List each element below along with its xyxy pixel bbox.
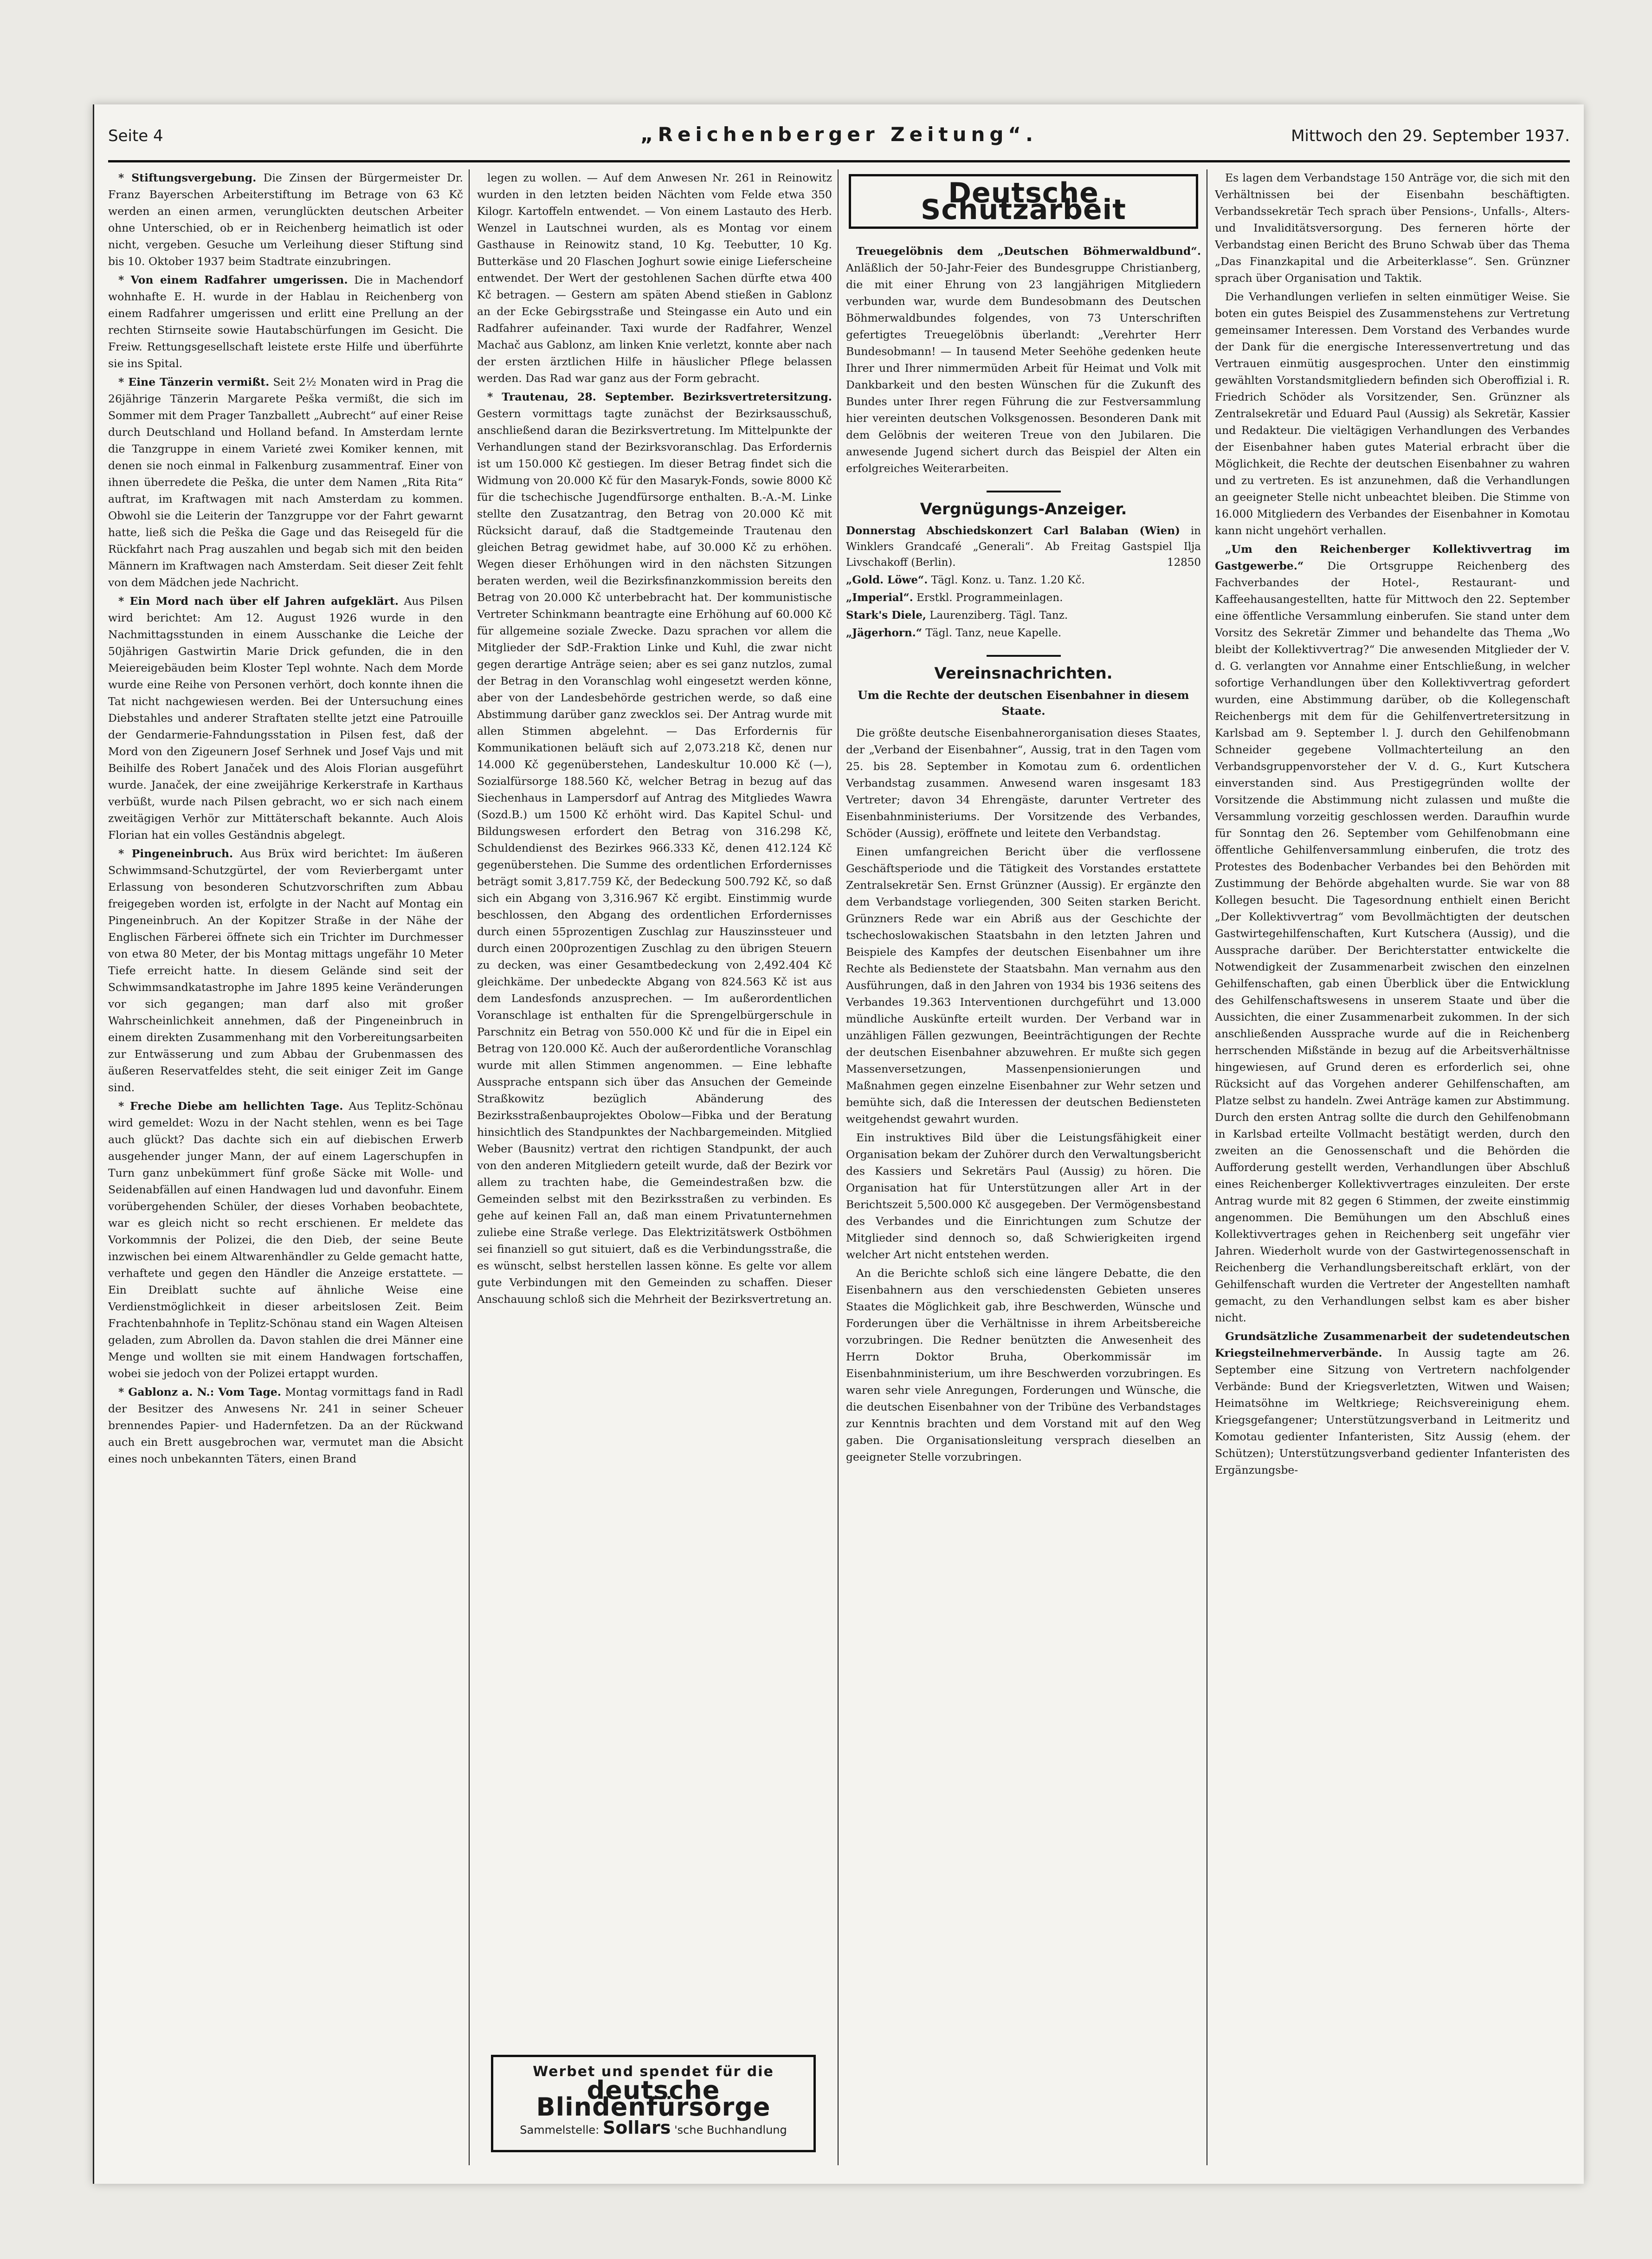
issue-date: Mittwoch den 29. September 1937.: [1291, 127, 1570, 145]
entertainment-ad: [846, 590, 1201, 606]
column-divider: [838, 169, 839, 2165]
column-4: [1215, 169, 1570, 2165]
article-paragraph: [477, 388, 832, 1308]
article-text: An die Berichte schloß sich eine längere Debatte, die den Eisenbahnern aus den verschiedensten Gebieten unseres Staates die Möglichkeit gab, ihre Beschwerden, Wünsche und Forderungen über die Verhältnisse in ihrem Arbeitsbereiche vorzubringen. Die Redner benützten die Anwesenheit des Herrn Doktor Bruha, Oberkommissär im Eisenbahnministerium, um ihre Beschwerden vorzubringen. Es waren sehr viele Anregungen, Forderungen und Wünsche, die die deutschen Eisenbahner von der Tribüne des Verbandstages zur Kenntnis brachten und dem Vorstand mit auf den Weg gaben. Die Organisationsleitung versprach dieselben an geeigneter Stelle vorzubringen.: [846, 1267, 1201, 1463]
advertisement-blindenfuersorge: [491, 2055, 816, 2152]
article-paragraph: [477, 169, 832, 387]
masthead: [108, 118, 1570, 162]
article-text: Montag vormittags fand in Radl der Besitzer des Anwesens Nr. 241 in seiner Scheuer brennendes Papier- und Hadernfetzen. Da an der Rückwand auch ein Brett ausgebrochen war, vermutet man die Absicht eines noch unbekannten Täters, einen Brand: [108, 1385, 463, 1465]
entertainment-ad: [846, 572, 1201, 588]
article-headline: Grundsätzliche Zusammenarbeit der sudetendeutschen Kriegsteilnehmerverbände.: [1215, 1330, 1570, 1359]
ad-text: Tägl. Tanz, neue Kapelle.: [925, 627, 1062, 639]
column-divider: [469, 169, 470, 2165]
article-text: Aus Brüx wird berichtet: Im äußeren Schwimmsand-Schutzgürtel, der vom Revierbergamt unter Erlassung von besonderen Schutzvorschriften zum Abbau freigegeben worden ist, erfolgte in der Nacht auf Montag ein Pingeneinbruch. An der Kopitzer Straße in der Nähe der Englischen Färberei öffnete sich ein Trichter im Durchmesser von etwa 80 Meter, der bis Montag mittags ungefähr 10 Meter Tiefe erreicht hatte. In diesem Gelände sind seit der Schwimmsandkatastrophe im Jahre 1895 keine Veränderungen vor sich gegangen; man darf also mit großer Wahrscheinlichkeit annehmen, daß der Pingeneinbruch in einem direkten Zusammenhang mit den Vorbereitungsarbeiten zur Entwässerung und zum Abbau der Grubenmassen des äußeren Reservatfeldes steht, die seit einiger Zeit im Gange sind.: [108, 847, 463, 1094]
article-paragraph: [1215, 288, 1570, 539]
article-headline: * Von einem Radfahrer umgerissen.: [118, 273, 348, 286]
article-headline: * Trautenau, 28. September. Bezirksvertretersitzung.: [487, 390, 832, 403]
column-3: [846, 169, 1201, 2165]
entertainment-ads: [846, 523, 1201, 641]
article-paragraph: [108, 845, 463, 1096]
article-text: Aus Teplitz-Schönau wird gemeldet: Wozu in der Nacht stehlen, wenn es bei Tage auch glückt? Das dachte sich ein auf diebischen Erwerb ausgehender junger Mann, der auf einem Lagerschupfen in Turn ganz unbekümmert fünf große Säcke mit Wolle- und Seidenabfällen auf einen Handwagen lud und davonfuhr. Einem vorübergehenden Schüler, der dieses Vorhaben beobachtete, war es gleich nicht so recht erschienen. Er meldete das Vorkommnis der Polizei, die den Dieb, der seine Beute inzwischen bei einem Altwarenhändler zu Gelde gemacht hatte, verhaftete und gegen den Händler die Anzeige erstattete. — Ein Dreiblatt suchte auf ähnliche Weise eine Verdienstmöglichkeit in dieser arbeitslosen Zeit. Beim Frachtenbahnhofe in Teplitz-Schönau stand ein Wagen Alteisen geladen, zum Abrollen da. Davon stahlen die drei Männer eine Menge und wollten sie mit einem Handwagen fortschaffen, wobei sie jedoch von der Polizei ertappt wurden.: [108, 1100, 463, 1380]
entertainment-ad: [846, 523, 1201, 570]
article-text: Die in Machendorf wohnhafte E. H. wurde in der Hablau in Reichenberg von einem Radfahrer umgerissen und erlitt eine Prellung an der rechten Stirnseite sowie Hautabschürfungen im Gesicht. Die Freiw. Rettungsgesellschaft leistete erste Hilfe und überführte sie ins Spital.: [108, 273, 463, 370]
article-text: Ein instruktives Bild über die Leistungsfähigkeit einer Organisation bekam der Zuhörer durch den Verwaltungsbericht des Kassiers und Sekretärs Paul (Aussig) zu hören. Die Organisation hat für Unterstützungen aller Art in der Berichtszeit 5,500.000 Kč ausgegeben. Der Vermögensbestand des Verbandes und die Einrichtungen zum Schutze der Mitglieder sind dennoch so, daß Schwierigkeiten irgend welcher Art nicht entstehen werden.: [846, 1131, 1201, 1261]
ads-heading: Vergnügungs-Anzeiger.: [920, 500, 1127, 518]
column-2: [477, 169, 832, 2165]
article-paragraph: [108, 1098, 463, 1382]
ad-slogan: Werbet und spendet für die: [533, 2064, 774, 2080]
article-text: Seit 2½ Monaten wird in Prag die 26jährige Tänzerin Margarete Peška vermißt, die sich im Sommer mit dem Prager Tanzballett „Aubrecht“ auf einer Reise durch Deutschland und Holland befand. In Amsterdam lernte die Tanzgruppe in einem Varieté zwei Komiker kennen, mit denen sie noch einmal in Falkenburg zusammentraf. Einer von ihnen überredete die Peška, die unter dem Namen „Rita Rita“ auftrat, im Kraftwagen mit nach Amsterdam zu kommen. Obwohl sie die Leiterin der Tanzgruppe vor der Fahrt gewarnt hatte, ließ sich die Peška die Gage und das Reisegeld für die Rückfahrt nach Prag auszahlen und begab sich mit den beiden Männern im Kraftwagen nach Amsterdam. Seit dieser Zeit fehlt von dem Mädchen jede Nachricht.: [108, 375, 463, 589]
column-2-text: [477, 169, 832, 1308]
entertainment-ad: [846, 625, 1201, 641]
newspaper-page: [93, 104, 1584, 2184]
article-paragraph: [1215, 169, 1570, 286]
article-text: Gestern vormittags tagte zunächst der Bezirksausschuß, anschließend daran die Bezirksvertretung. Im Mittelpunkte der Verhandlungen stand der Bezirksvoranschlag. Das Erfordernis ist um 150.000 Kč gestiegen. Im dieser Betrag findet sich die Widmung von 20.000 Kč für den Masaryk-Fonds, sowie 8000 Kč für die tschechische Jugendfürsorge enthalten. B.-A.-M. Linke stellte den Zusatzantrag, den Betrag von 20.000 Kč mit Rücksicht darauf, daß die Stadtgemeinde Trautenau den gleichen Betrag gewidmet habe, auf 30.000 Kč zu erhöhen. Wegen dieser Erhöhungen wird in den nächsten Sitzungen beraten werden, weil die Bezirksfinanzkommission bereits den Betrag von 20.000 Kč unterbebracht hat. Der kommunistische Vertreter Schinkmann beantragte eine Erhöhung auf 60.000 Kč für allgemeine soziale Zwecke. Dazu sprachen vor allem die Mitglieder der SdP.-Fraktion Linke und Kuhl, die zwar nicht gegen derartige Anträge seien; aber es sei ganz nutzlos, zumal der Betrag in den Voranschlag wohl eingesetzt werden könne, aber von der Landesbehörde gestrichen werde, so daß eine Abstimmung darüber ganz zwecklos sei. Der Antrag wurde mit allen Stimmen abgelehnt. — Das Erfordernis für Kommunikationen beläuft sich auf 2,073.218 Kč, denen nur 14.000 Kč gegenüberstehen, Landeskultur 10.000 Kč (—), Sozialfürsorge 188.560 Kč, welcher Betrag in bezug auf das Siechenhaus in Lampersdorf auf Antrag des Mitgliedes Wawra (Sozd.B.) um 1500 Kč erhöht wird. Das Kapitel Schul- und Bildungswesen erfordert den Betrag von 316.298 Kč, Schuldendienst des Bezirkes 966.333 Kč, denen 412.124 Kč gegenüberstehen. Die Summe des ordentlichen Erfordernisses beträgt somit 3,817.759 Kč, der Bedeckung 500.792 Kč, so daß sich ein Abgang von 3,316.967 Kč ergibt. Einstimmig wurde beschlossen, den Abgang des ordentlichen Erfordernisses durch einen 55prozentigen Zuschlag zur Hauszinssteuer und durch einen 200prozentigen Zuschlag zu den übrigen Steuern zu decken, was einer Gesamtbedeckung von 2,492.404 Kč gleichkäme. Der unbedeckte Abgang von 824.563 Kč ist aus dem Landesfonds anzusprechen. — Im außerordentlichen Voranschlage ist enthalten für die Sprengelbürgerschule in Parschnitz ein Betrag von 550.000 Kč und für die in Eipel ein Betrag von 120.000 Kč. Auch der außerordentliche Voranschlag wurde mit allen Stimmen angenommen. — Eine lebhafte Aussprache entspann sich über das Ansuchen der Gemeinde Straßkowitz bezüglich Abänderung des Bezirksstraßenbauprojektes Obolow—Fibka und der Beratung hinsichtlich des Standpunktes der Nachbargemeinden. Mitglied Weber (Bausnitz) vertrat den richtigen Standpunkt, der auch von den anderen Mitgliedern geteilt wurde, daß der Bezirk vor allem zu trachten habe, die Gemeindestraßen bzw. die Gemeinden selbst mit den Bezirksstraßen zu verbinden. Es gehe auf keinen Fall an, daß man einem Privatunternehmen zuliebe eine Straße verlege. Das Elektrizitätswerk Ostböhmen sei finanziell so gut situiert, daß es die Verbindungsstraße, die es wünscht, selbst herstellen lassen könne. Es gelte vor allem gute Verbindungen mit den Gemeinden zu schaffen. Dieser Anschauung schloß sich die Mehrheit der Bezirksvertretung an.: [477, 407, 832, 1306]
article-paragraph: [846, 243, 1201, 477]
article-text: Die größte deutsche Eisenbahnerorganisation dieses Staates, der „Verband der Eisenbahner“, Aussig, trat in den Tagen vom 25. bis 28. September in Komotau zum 6. ordentlichen Verbandstag zusammen. Anwesend waren insgesamt 183 Vertreter; davon 34 Ehrengäste, darunter Vertreter des Eisenbahnministeriums. Der Vorsitzende des Verbandes, Schöder (Aussig), eröffnete und leitete den Verbandstag.: [846, 726, 1201, 840]
ad-text: Erstkl. Programmeinlagen.: [916, 592, 1063, 604]
section-divider: [987, 655, 1061, 657]
ad-text: Laurenziberg. Tägl. Tanz.: [929, 609, 1068, 621]
article-paragraph: [846, 725, 1201, 841]
article-text: Einen umfangreichen Bericht über die verflossene Geschäftsperiode und die Tätigkeit des Vorstandes erstattete Zentralsekretär Sen. Ernst Grünzner (Aussig). Er ergänzte den dem Verbandstage vorliegenden, 300 Seiten starken Bericht. Grünzners Rede war ein Abriß aus der Geschichte der tschechoslowakischen Staatsbahn in den letzten Jahren und Beispiele des Kampfes der deutschen Eisenbahner um ihre Rechte als Bedienstete der Staatsbahn. Man vernahm aus den Ausführungen, daß in den Jahren von 1934 bis 1936 seitens des Verbandes 19.363 Interventionen durchgeführt und 13.000 mündliche Auskünfte erteilt wurden. Der Verband war in unzähligen Fällen gezwungen, Beeinträchtigungen der Rechte der deutschen Eisenbahner abzuwehren. Er mußte sich gegen Massenversetzungen, Massenpensionierungen und Maßnahmen gegen einzelne Eisenbahner zur Wehr setzen und bemühte sich, daß die Interessen der deutschen Bediensteten weitgehendst gewahrt wurden.: [846, 845, 1201, 1126]
article-paragraph: [108, 169, 463, 270]
article-text: Die Verhandlungen verliefen in selten einmütiger Weise. Sie boten ein gutes Beispiel des Zusammenstehens zur Vertretung gemeinsamer Interessen. Dem Vorstand des Verbandes wurde der Dank für die energische Interessenvertretung und das Vertrauen einmütig ausgesprochen. Unter den einstimmig gewählten Vorstandsmitgliedern befinden sich Oberoffizial i. R. Friedrich Schöder als Vorsitzender, Sen. Grünzner als Zentralsekretär und Eduard Paul (Aussig) als Sekretär, Kassier und Redakteur. Die vieltägigen Verhandlungen des Verbandes der Eisenbahner haben gutes Material erbracht über die Möglichkeit, die Rechte der deutschen Eisenbahner zu wahren und zu vertreten. Es ist anzunehmen, daß die Verhandlungen an geeigneter Stelle nicht unbeachtet bleiben. Die Stimme von 16.000 Mitgliedern des Verbandes der Eisenbahner in Komotau kann nicht ungehört verhallen.: [1215, 290, 1570, 537]
article-headline: * Pingeneinbruch.: [118, 847, 233, 860]
article-headline: Treuegelöbnis dem „Deutschen Böhmerwaldbund“.: [856, 245, 1201, 258]
article-paragraph: [846, 1129, 1201, 1263]
article-paragraph: [1215, 1328, 1570, 1478]
section-divider: [987, 491, 1061, 492]
article-paragraph: [108, 593, 463, 843]
ad-venue: Stark's Diele,: [846, 609, 926, 621]
article-paragraph: [846, 1265, 1201, 1465]
ad-bookshop-name: Sollars: [602, 2117, 671, 2138]
section-title-box: Deutsche Schutzarbeit: [849, 174, 1198, 229]
article-headline: „Um den Reichenberger Kollektivvertrag im Gastgewerbe.“: [1215, 543, 1570, 572]
ad-number: 12850: [1167, 557, 1201, 569]
club-news-heading: Vereinsnachrichten.: [934, 664, 1113, 683]
article-paragraph: [108, 374, 463, 591]
article-text: legen zu wollen. — Auf dem Anwesen Nr. 261 in Reinowitz wurden in den letzten beiden Nächten vom Felde etwa 350 Kilogr. Kartoffeln entwendet. — Von einem Lastauto des Herb. Wenzel in Lautschnei wurden, als es Montag vor einem Gasthause in Reinowitz stand, 10 Kg. Teebutter, 10 Kg. Butterkäse und 20 Flaschen Joghurt sowie einige Lieferscheine entwendet. Der Wert der gestohlenen Sachen dürfte etwa 400 Kč betragen. — Gestern am späten Abend stießen in Gablonz an der Ecke Gebirgsstraße und Steingasse ein Auto und ein Radfahrer aufeinander. Taxi wurde der Radfahrer, Wenzel Machač aus Gablonz, am linken Knie verletzt, konnte aber nach der ersten ärztlichen Hilfe in häuslicher Pflege belassen werden. Das Rad war ganz aus der Form gebracht.: [477, 171, 832, 385]
article-text: Es lagen dem Verbandstage 150 Anträge vor, die sich mit den Verhältnissen bei der Eisenbahn beschäftigten. Verbandssekretär Tech sprach über Pensions-, Unfalls-, Alters- und Invaliditätsversorgung. Des ferneren hörte der Verbandstag einen Bericht des Bruno Schwab über das Thema „Das Finanzkapital und die Arbeiterklasse“. Sen. Grünzner sprach über Organisation und Taktik.: [1215, 171, 1570, 285]
ad-headline: deutsche Blindenfürsorge: [536, 2076, 771, 2122]
ad-venue: „Imperial“.: [846, 591, 913, 604]
ad-text: in Winklers Grandcafé „Generali“. Ab Freitag Gastspiel Ilja Livschakoff (Berlin).: [846, 525, 1201, 569]
ad-collection-point: Sammelstelle: Sollars 'sche Buchhandlung: [520, 2117, 787, 2138]
column-1: [108, 169, 463, 2165]
entertainment-ad: [846, 608, 1201, 623]
ad-text: Tägl. Konz. u. Tanz. 1.20 Kč.: [931, 574, 1085, 586]
schutzarbeit-articles: [846, 243, 1201, 477]
article-headline: * Gablonz a. N.: Vom Tage.: [118, 1385, 281, 1398]
article-headline: * Freche Diebe am hellichten Tage.: [118, 1100, 343, 1113]
page-number: Seite 4: [108, 127, 163, 145]
article-paragraph: [1215, 541, 1570, 1326]
article-paragraph: [846, 843, 1201, 1127]
article-headline: * Ein Mord nach über elf Jahren aufgeklärt.: [118, 595, 399, 608]
article-headline: * Eine Tänzerin vermißt.: [118, 375, 270, 388]
club-news-subheading: Um die Rechte der deutschen Eisenbahner in diesem Staate.: [858, 688, 1189, 718]
ad-venue: „Jägerhorn.“: [846, 627, 922, 639]
article-text: In Aussig tagte am 26. September eine Sitzung von Vertretern nachfolgender Verbände: Bund der Kriegsverletzten, Witwen und Waisen; Heimatsöhne im Weltkriege; Reichsvereinigung ehem. Kriegsgefangener; Unterstützungsverband in Leitmeritz und Komotau gedienter Infanteristen, Sitz Aussig (ehem. der Schützen); Unterstützungsverband gedienter Infanteristen des Ergänzungsbe-: [1215, 1346, 1570, 1476]
ad-venue: „Gold. Löwe“.: [846, 574, 928, 586]
article-text: Die Zinsen der Bürgermeister Dr. Franz Bayerschen Arbeiterstiftung im Betrage von 63 Kč werden an einen armen, verunglückten deutschen Arbeiter ohne Unterschied, ob er in Reichenberg heimatlich ist oder nicht, vergeben. Gesuche um Verleihung dieser Stiftung sind bis 10. Oktober 1937 beim Stadtrate einzubringen.: [108, 171, 463, 268]
article-text: Aus Pilsen wird berichtet: Am 12. August 1926 wurde in den Nachmittagsstunden in einem Ausschanke die Leiche der 50jährigen Gastwirtin Marie Drick gefunden, die in den Meiereigebäuden beim Kloster Tepl wohnte. Nach dem Morde wurde eine Reihe von Personen verhört, doch konnte ihnen die Tat nicht nachgewiesen werden. Bei der Untersuchung eines Diebstahles und anderer Straftaten stellte jetzt eine Patrouille der Gendarmerie-Fahndungsstation in Pilsen fest, daß der Mord von den Zigeunern Josef Serhnek und Josef Vajs und mit Beihilfe des Robert Janaček und des Alois Florian ausgeführt wurde. Janaček, der eine zweijährige Kerkerstrafe in Karthaus verbüßt, wurde nach Pilsen gebracht, wo er sich nach einem zweitägigen Verhör zur Mittäterschaft bekannte. Auch Alois Florian hat ein volles Geständnis abgelegt.: [108, 595, 463, 841]
article-paragraph: [108, 272, 463, 372]
article-text: Anläßlich der 50-Jahr-Feier des Bundesgruppe Christianberg, die mit einer Ehrung von 23 langjährigen Mitgliedern verbunden war, wurde dem Bundesobmann des Deutschen Böhmerwaldbundes folgendes, von 73 Unterschriften gefertigtes Treuegelöbnis überlandt: „Verehrter Herr Bundesobmann! — In tausend Meter Seehöhe gedenken heute Ihrer und Ihrer nimmermüden Arbeit für Heimat und Volk mit Dankbarkeit und den besten Wünschen für die Zukunft des Bundes unter Ihrer regen Führung die zur Festversammlung hier vereinten deutschen Volksgenossen. Besonderen Dank mit dem Gelöbnis der weiteren Treue von den Jubilaren. Die anwesende Jugend sichert durch das Beispiel der Alten ein erfolgreiches Weiterarbeiten.: [846, 261, 1201, 475]
club-news-articles: [846, 725, 1201, 1465]
article-paragraph: [108, 1384, 463, 1467]
ad-venue: Donnerstag Abschiedskonzert Carl Balaban (Wien): [846, 524, 1180, 537]
newspaper-title: „Reichenberger Zeitung“.: [640, 123, 1038, 146]
article-text: Die Ortsgruppe Reichenberg des Fachverbandes der Hotel-, Restaurant- und Kaffeehausangestellten, hatte für Mittwoch den 22. September eine öffentliche Versammlung einberufen. Sie stand unter dem Vorsitz des Sekretär Zimmer und behandelte das Thema „Wo bleibt der Kollektivvertrag?“ Die anwesenden Mitglieder der V. d. G. verlangten vor Annahme einer Entschließung, in welcher sofortige Verhandlungen über den Kollektivvertrag gefordert wurden, eine Abstimmung darüber, ob die Kollegenschaft Reichenbergs mit dem für die Gehilfenvertretersitzung in Karlsbad am 9. September l. J. durch den Gehilfenobmann Schneider gegebene Vollmachterteilung an den Verbandsgruppenvorsteher der V. d. G., Kurt Kutschera einverstanden sind. Aus Prestigegründen wollte der Vorsitzende die Abstimmung nicht zulassen und mußte die Versammlung vorzeitig geschlossen werden. Daraufhin wurde für Sonntag den 26. September vom Gehilfenobmann eine öffentliche Gehilfenversammlung einberufen, die trotz des Protestes des Bodenbacher Verbandes bei den Behörden mit Zustimmung der Behörde abgehalten wurde. Sie war von 88 Kollegen besucht. Die Tagesordnung enthielt einen Bericht „Der Kollektivvertrag“ vom Bevollmächtigten der deutschen Gastwirtegehilfenschaften, Kurt Kutschera (Aussig), und die Aussprache darüber. Der Berichterstatter entwickelte die Notwendigkeit der Zusammenarbeit zwischen den einzelnen Gehilfenschaften, gab einen Überblick über die Entwicklung des Gehilfenschaftswesens in unserem Staate und über die Aussichten, die einer Zusammenarbeit zukommen. In der sich anschließenden Aussprache wurde auf die in Reichenberg herrschenden Mißstände in bezug auf die Arbeitsverhältnisse hingewiesen, auf Grund deren es erforderlich sei, ohne Rücksicht auf das Vorgehen anderer Gehilfenschaften, am Platze selbst zu handeln. Zwei Anträge kamen zur Abstimmung. Durch den ersten Antrag sollte die durch den Gehilfenobmann in Karlsbad erteilte Vollmacht bestätigt werden, durch den zweiten an die Genossenschaft und die Behörden die Aufforderung gestellt werden, Verhandlungen über Abschluß eines Reichenberger Kollektivvertrages einzuleiten. Der erste Antrag wurde mit 82 gegen 6 Stimmen, der zweite einstimmig angenommen. Die Bemühungen um den Abschluß eines Kollektivvertrages gehen in Reichenberg seit ungefähr vier Jahren. Wiederholt wurde von der Gastwirtegenossenschaft in Reichenberg die Verhandlungsbereitschaft erklärt, von der Gehilfenschaft wurden die Vertreter der Angestellten namhaft gemacht, zu den Verhandlungen selbst kam es aber bisher nicht.: [1215, 559, 1570, 1324]
article-headline: * Stiftungsvergebung.: [118, 171, 257, 184]
